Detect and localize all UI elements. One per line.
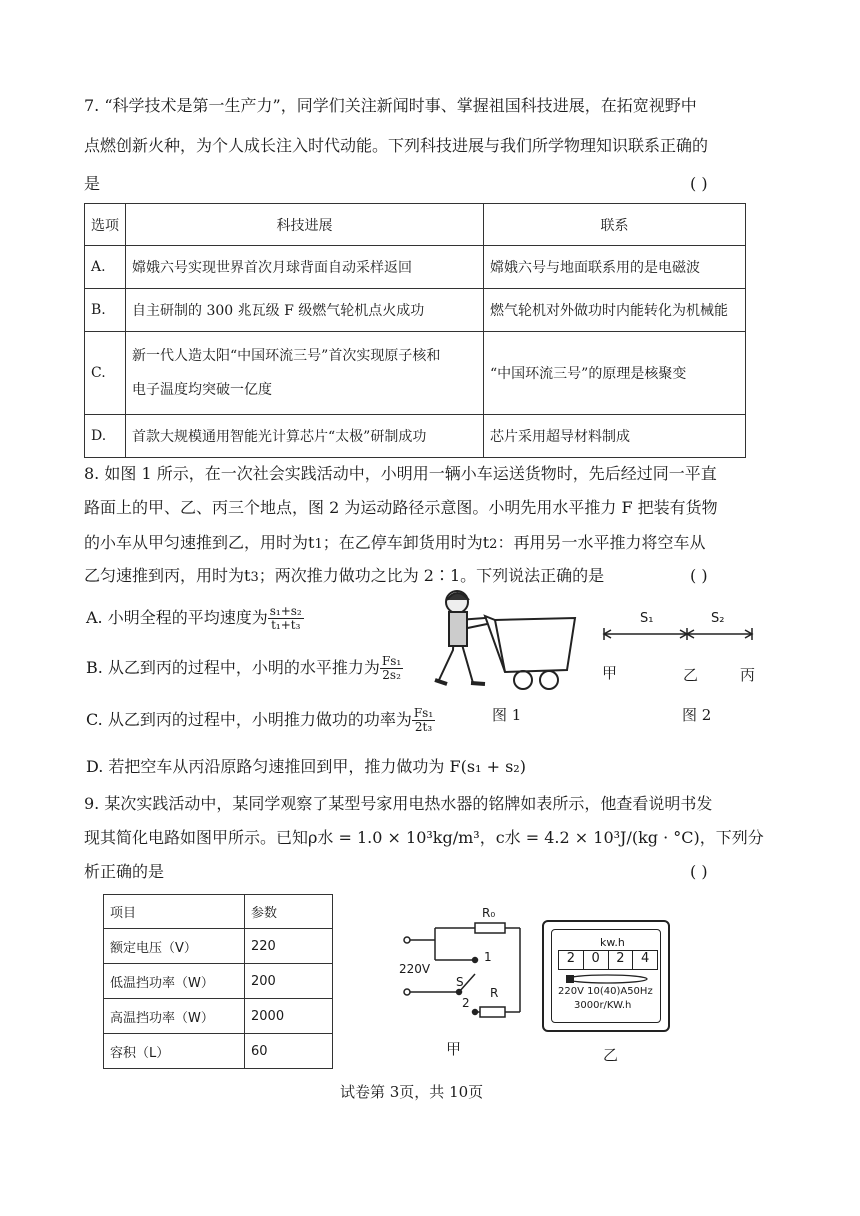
page-footer: 试卷第 3页，共 10页: [340, 1083, 484, 1101]
q8-figure-1-caption: 图 1: [492, 706, 522, 724]
q9-row-low-power: [104, 964, 333, 999]
q9-row-voltage-label: 额定电压（V）: [104, 929, 245, 964]
cart-icon: [485, 616, 575, 689]
q7-row-c-option: C.: [85, 332, 126, 415]
q9-label-pos2: 2: [462, 996, 470, 1010]
q7-table-header: [85, 204, 746, 246]
q7-row-d: [85, 415, 746, 458]
q7-row-b-link: 燃气轮机对外做功时内能转化为机械能: [484, 289, 746, 332]
q9-row-voltage: [104, 929, 333, 964]
q8-line-3b: ；在乙停车卸货用时为t: [322, 533, 490, 552]
q8-line-3a: 的小车从甲匀速推到乙，用时为t: [84, 533, 315, 552]
meter-digit-1: 2: [559, 951, 584, 969]
q7-header-option: 选项: [85, 204, 126, 246]
meter-digit-3: 2: [609, 951, 634, 969]
q9-label-s: S: [456, 975, 464, 989]
q7-row-a-progress: 嫦娥六号实现世界首次月球背面自动采样返回: [126, 246, 484, 289]
q9-label-r0: R₀: [482, 906, 496, 920]
q8-figure-1-cart: [425, 588, 585, 698]
q7-row-c-link: “中国环流三号”的原理是核聚变: [484, 332, 746, 415]
q9-circuit-caption: 甲: [446, 1040, 462, 1058]
q7-row-d-link: 芯片采用超导材料制成: [484, 415, 746, 458]
q8-fig2-s2: S₂: [711, 611, 725, 626]
q8-line-4: 乙匀速推到丙，用时为t3；两次推力做功之比为 2∶1。下列说法正确的是: [84, 566, 605, 585]
q7-table: [84, 203, 746, 458]
q8-option-b: [86, 655, 403, 682]
q7-row-c: [85, 332, 746, 415]
q9-line-1: 9. 某次实践活动中，某同学观察了某型号家用电热水器的铭牌如表所示，他查看说明书发: [84, 794, 713, 813]
q8-option-c-den: 2t₃: [414, 720, 433, 734]
q8-line-3: 的小车从甲匀速推到乙，用时为t1；在乙停车卸货用时为t2：再用另一水平推力将空车从: [84, 533, 706, 552]
q7-header-link: 联系: [484, 204, 746, 246]
q7-row-a-option: A.: [85, 246, 126, 289]
q9-row-high-power: [104, 999, 333, 1034]
q9-label-pos1: 1: [484, 950, 492, 964]
q9-meter-caption: 乙: [603, 1046, 619, 1064]
q9-row-capacity: [104, 1034, 333, 1069]
q7-row-c-progress: [126, 332, 484, 415]
q8-line-3c: ：再用另一水平推力将空车从: [497, 533, 706, 552]
q7-row-a-link: 嫦娥六号与地面联系用的是电磁波: [484, 246, 746, 289]
q9-row-low-power-value: 200: [245, 964, 333, 999]
q8-option-b-text: B. 从乙到丙的过程中，小明的水平推力为: [86, 658, 380, 677]
q7-row-c-progress-line-1: 新一代人造太阳“中国环流三号”首次实现原子核和: [132, 348, 441, 364]
q9-line-2: 现其简化电路如图甲所示。已知ρ水 = 1.0 × 10³kg/m³，c水 = 4.2 × 10³J/(kg · °C)，下列分: [84, 828, 764, 847]
q8-option-a-fraction: [268, 605, 304, 632]
q8-option-c-text: C. 从乙到丙的过程中，小明推力做功的功率为: [86, 710, 412, 729]
r0-resistor-icon: [475, 923, 505, 933]
q8-option-a-den: t₁+t₃: [271, 618, 301, 632]
q9-line-3: 析正确的是: [84, 862, 165, 881]
q8-fig2-bing: 丙: [740, 666, 756, 684]
q9-nameplate-table: [103, 894, 333, 1069]
q8-option-a-text: A. 小明全程的平均速度为: [86, 608, 268, 627]
meter-digit-4: 4: [640, 951, 650, 966]
q8-line-4b: ；两次推力做功之比为 2∶1。下列说法正确的是: [258, 566, 605, 585]
r-resistor-icon: [480, 1007, 505, 1017]
q9-row-high-power-label: 高温挡功率（W）: [104, 999, 245, 1034]
q8-option-b-num: Fs₁: [381, 654, 402, 668]
q8-option-c-num: Fs₁: [413, 706, 434, 720]
q7-line-3: 是: [84, 174, 101, 193]
meter-digit-window: [558, 950, 658, 970]
q9-table-header: [104, 895, 333, 929]
q8-option-b-fraction: [380, 655, 403, 682]
q8-option-c: [86, 707, 435, 734]
q7-line-1: 7. “科学技术是第一生产力”，同学们关注新闻时事、掌握祖国科技进展，在拓宽视野中: [84, 96, 697, 115]
q7-row-d-progress: 首款大规模通用智能光计算芯片“太极”研制成功: [126, 415, 484, 458]
q8-option-a: [86, 605, 304, 632]
q8-figure-2-caption: 图 2: [682, 706, 712, 724]
q8-option-c-fraction: [412, 707, 435, 734]
q7-row-d-option: D.: [85, 415, 126, 458]
q9-label-voltage: 220V: [399, 962, 431, 976]
q9-row-high-power-value: 2000: [245, 999, 333, 1034]
meter-unit: kw.h: [600, 936, 625, 949]
q8-fig2-jia: 甲: [602, 664, 618, 682]
q9-row-voltage-value: 220: [245, 929, 333, 964]
q7-line-2: 点燃创新火种，为个人成长注入时代动能。下列科技进展与我们所学物理知识联系正确的: [84, 136, 709, 155]
q7-header-progress: 科技进展: [126, 204, 484, 246]
person-pushing-icon: [435, 591, 487, 684]
q9-header-param: 参数: [245, 895, 333, 929]
q8-fig2-s1: S₁: [640, 611, 654, 626]
q9-electric-meter: [542, 920, 670, 1032]
q9-row-low-power-label: 低温挡功率（W）: [104, 964, 245, 999]
q9-header-item: 项目: [104, 895, 245, 929]
q8-line-4a: 乙匀速推到丙，用时为t: [84, 566, 251, 585]
q7-row-b-option: B.: [85, 289, 126, 332]
q8-fig2-yi: 乙: [683, 666, 699, 684]
q8-option-b-den: 2s₂: [382, 668, 401, 682]
q9-label-r: R: [490, 986, 499, 1000]
q8-option-d: D. 若把空车从丙沿原路匀速推回到甲，推力做功为 F(s₁ + s₂): [86, 757, 526, 776]
q8-answer-paren: ( ): [690, 566, 708, 585]
q7-row-b: [85, 289, 746, 332]
meter-spec-2: 3000r/KW.h: [574, 1000, 632, 1011]
q8-option-a-num: s₁+s₂: [269, 604, 302, 618]
q9-row-capacity-value: 60: [245, 1034, 333, 1069]
meter-digit-2: 0: [584, 951, 609, 969]
meter-spec-1: 220V 10(40)A50Hz: [558, 986, 653, 997]
q9-row-capacity-label: 容积（L）: [104, 1034, 245, 1069]
q7-row-c-progress-line-2: 电子温度均突破一亿度: [132, 382, 272, 398]
q7-answer-paren: ( ): [690, 174, 708, 193]
meter-disc-icon: [558, 972, 656, 986]
q9-answer-paren: ( ): [690, 862, 708, 881]
q8-figure-2-path: [598, 606, 758, 646]
q7-row-a: [85, 246, 746, 289]
q8-line-2: 路面上的甲、乙、丙三个地点，图 2 为运动路径示意图。小明先用水平推力 F 把装有货物: [84, 498, 718, 517]
q8-line-1: 8. 如图 1 所示，在一次社会实践活动中，小明用一辆小车运送货物时，先后经过同一平直: [84, 464, 717, 483]
q7-row-b-progress: 自主研制的 300 兆瓦级 F 级燃气轮机点火成功: [126, 289, 484, 332]
